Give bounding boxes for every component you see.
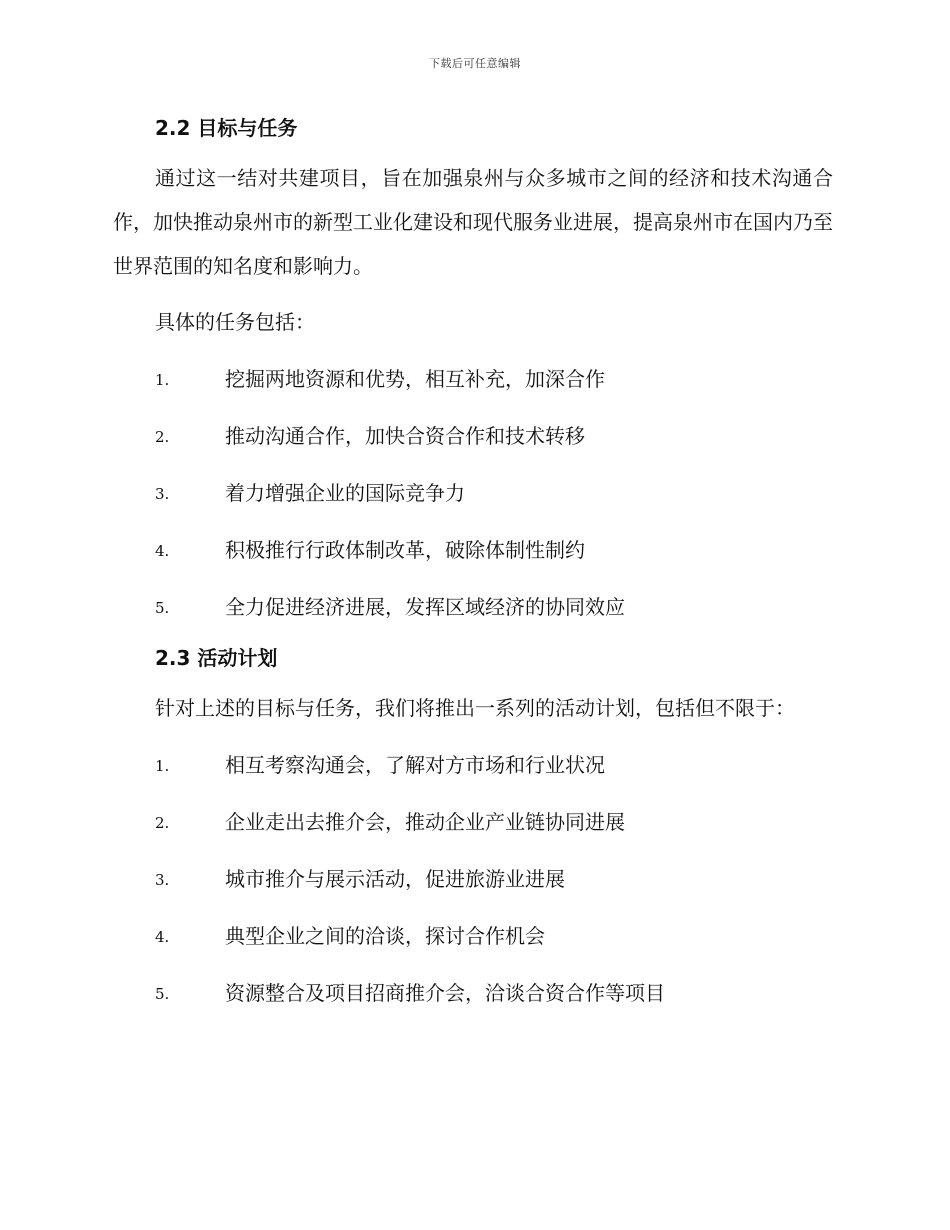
goals-intro-paragraph: 通过这一结对共建项目，旨在加强泉州与众多城市之间的经济和技术沟通合作，加快推动泉州市的新型工业化建设和现代服务业进展，提高泉州市在国内乃至世界范围的知名度和影响力。 (113, 166, 833, 278)
list-item (113, 971, 833, 1028)
list-item-number: 2. (155, 814, 170, 832)
section-heading-goals: 2.2 目标与任务 (155, 116, 298, 140)
list-item-text: 着力增强企业的国际竞争力 (225, 481, 465, 505)
list-item-text: 资源整合及项目招商推介会，洽谈合资合作等项目 (225, 981, 665, 1005)
list-item-number: 1. (155, 371, 170, 389)
document-body (113, 112, 833, 1028)
list-item-text: 城市推介与展示活动，促进旅游业进展 (225, 867, 565, 891)
page-header-note: 下载后可任意编辑 (429, 57, 521, 70)
list-item-text: 企业走出去推介会，推动企业产业链协同进展 (225, 810, 625, 834)
tasks-list (113, 357, 833, 642)
list-item-number: 3. (155, 871, 170, 889)
list-item (113, 800, 833, 857)
activities-list (113, 743, 833, 1028)
list-item (113, 471, 833, 528)
list-item-text: 全力促进经济进展，发挥区域经济的协同效应 (225, 595, 625, 619)
list-item-number: 2. (155, 428, 170, 446)
list-item-number: 4. (155, 928, 170, 946)
list-item (113, 414, 833, 471)
tasks-lead-paragraph: 具体的任务包括： (155, 310, 315, 334)
list-item-text: 积极推行行政体制改革，破除体制性制约 (225, 538, 585, 562)
list-item-text: 相互考察沟通会，了解对方市场和行业状况 (225, 753, 605, 777)
list-item-number: 1. (155, 757, 170, 775)
list-item (113, 743, 833, 800)
list-item (113, 528, 833, 585)
list-item-number: 5. (155, 599, 170, 617)
list-item (113, 857, 833, 914)
list-item-text: 挖掘两地资源和优势，相互补充，加深合作 (225, 367, 605, 391)
list-item-number: 3. (155, 485, 170, 503)
list-item-text: 典型企业之间的洽谈，探讨合作机会 (225, 924, 545, 948)
list-item-text: 推动沟通合作，加快合资合作和技术转移 (225, 424, 585, 448)
list-item (113, 357, 833, 414)
activities-intro-paragraph: 针对上述的目标与任务，我们将推出一系列的活动计划，包括但不限于： (155, 696, 795, 720)
list-item (113, 914, 833, 971)
list-item-number: 4. (155, 542, 170, 560)
list-item (113, 585, 833, 642)
section-heading-activities: 2.3 活动计划 (155, 646, 278, 670)
list-item-number: 5. (155, 985, 170, 1003)
